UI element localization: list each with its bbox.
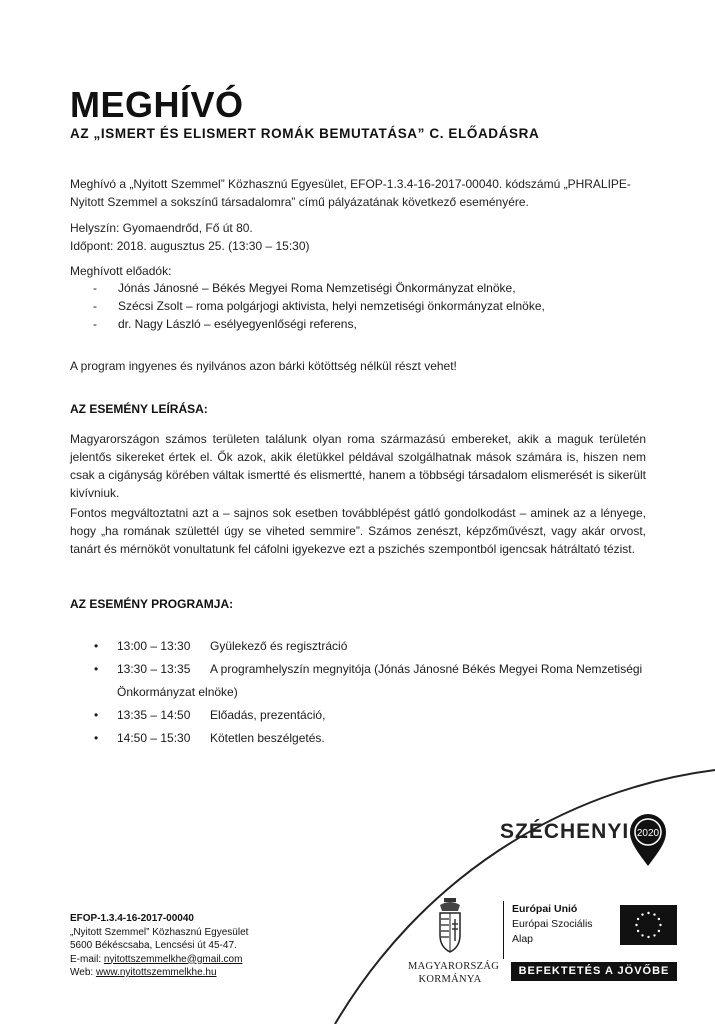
program-heading: AZ ESEMÉNY PROGRAMJA: <box>70 597 234 611</box>
description-paragraph-1: Magyarországon számos területen találunk olyan roma származású embereket, akik a maguk területén jelentős sikereket értek el. Ők azok, akik életükkel példával szolgálhatnak mások számára is, hiszen nem csak a cigányság körében váltak ismertté és elismertté, hanem a többségi társadalom elismerését is sikerült kivívniuk. <box>70 432 646 500</box>
free-admission-note: A program ingyenes és nyilvános azon bárki kötöttség nélkül részt vehet! <box>70 359 457 373</box>
bullet: • <box>94 708 99 722</box>
speaker-text: Jónás Jánosné – Békés Megyei Roma Nemzetiségi Önkormányzat elnöke, <box>118 281 516 295</box>
program-time: 13:00 – 13:30 <box>117 639 191 653</box>
description-paragraph-2: Fontos megváltoztatni azt a – sajnos sok esetben továbblépést gátló gondolkodást – aminek az a lényege, hogy „ha romának születtél úgy se viheted semmire”. Számos zenészt, képzőművészt, vagy akár orvost, tanárt és mérnököt vonultatunk fel cáfolni igyekezve ezt a pszichés szempontból igencsak hátráltató tézist. <box>70 506 646 556</box>
program-time: 14:50 – 15:30 <box>117 731 191 745</box>
program-desc: A programhelyszín megnyitója (Jónás Jánosné Békés Megyei Roma Nemzetiségi <box>210 662 643 676</box>
intro-line-2: Nyitott Szemmel a sokszínű társadalomra” című pályázatának következő eseményére. <box>70 195 529 209</box>
program-time: 13:30 – 13:35 <box>117 662 191 676</box>
dash-bullet: - <box>93 317 97 331</box>
web-link[interactable]: www.nyitottszemmelkhe.hu <box>95 967 217 978</box>
eu-line-2: Európai Szociális <box>512 918 593 930</box>
eu-flag-icon <box>620 905 677 945</box>
venue-time: Időpont: 2018. augusztus 25. (13:30 – 15:30) <box>70 239 310 253</box>
web-label: Web: <box>70 967 96 978</box>
footer-contact <box>70 912 248 980</box>
email-link[interactable]: nyitottszemmelkhe@gmail.com <box>103 953 243 965</box>
intro-line-1: Meghívó a „Nyitott Szemmel” Közhasznú Egyesület, EFOP-1.3.4-16-2017-00040. kódszámú „PHRALIPE- <box>70 177 631 191</box>
szechenyi-year: 2020 <box>636 828 660 839</box>
hungarian-coat-of-arms-icon <box>437 897 463 957</box>
page-subtitle: AZ „ISMERT ÉS ELISMERT ROMÁK BEMUTATÁSA” C. ELŐADÁSRA <box>70 126 540 141</box>
program-desc: Kötetlen beszélgetés. <box>210 731 325 745</box>
organization-address: 5600 Békéscsaba, Lencsési út 45-47. <box>70 940 237 951</box>
web-row <box>70 966 248 980</box>
email-row <box>70 953 248 967</box>
bullet: • <box>94 662 99 676</box>
project-code: EFOP-1.3.4-16-2017-00040 <box>70 913 194 924</box>
email-label: E-mail: <box>70 953 104 965</box>
investment-banner: BEFEKTETÉS A JÖVŐBE <box>511 962 677 981</box>
szechenyi-2020-pin-icon <box>628 812 668 868</box>
organization-name: „Nyitott Szemmel” Közhasznú Egyesület <box>70 926 249 938</box>
eu-fund-text <box>512 902 593 947</box>
bullet: • <box>94 639 99 653</box>
government-line-1: MAGYARORSZÁG <box>408 961 500 972</box>
program-desc: Gyülekező és regisztráció <box>210 639 348 653</box>
government-line-2: KORMÁNYA <box>418 974 482 985</box>
eu-line-3: Alap <box>512 933 534 945</box>
speaker-text: dr. Nagy László – esélyegyenlőségi referens, <box>118 317 357 331</box>
program-desc-continued: Önkormányzat elnöke) <box>117 685 238 699</box>
speaker-text: Szécsi Zsolt – roma polgárjogi aktivista, helyi nemzetiségi önkormányzat elnöke, <box>118 299 545 313</box>
bullet: • <box>94 731 99 745</box>
szechenyi-logo-text: SZÉCHENYI <box>500 820 630 843</box>
speakers-heading: Meghívott előadók: <box>70 264 172 278</box>
venue-location: Helyszín: Gyomaendrőd, Fő út 80. <box>70 221 253 235</box>
government-logo-text <box>408 960 500 986</box>
description-heading: AZ ESEMÉNY LEÍRÁSA: <box>70 402 208 416</box>
dash-bullet: - <box>93 281 97 295</box>
page-title: MEGHÍVÓ <box>70 84 244 125</box>
program-time: 13:35 – 14:50 <box>117 708 191 722</box>
dash-bullet: - <box>93 299 97 313</box>
divider <box>503 901 504 959</box>
program-desc: Előadás, prezentáció, <box>210 708 326 722</box>
eu-line-1: Európai Unió <box>512 903 578 915</box>
